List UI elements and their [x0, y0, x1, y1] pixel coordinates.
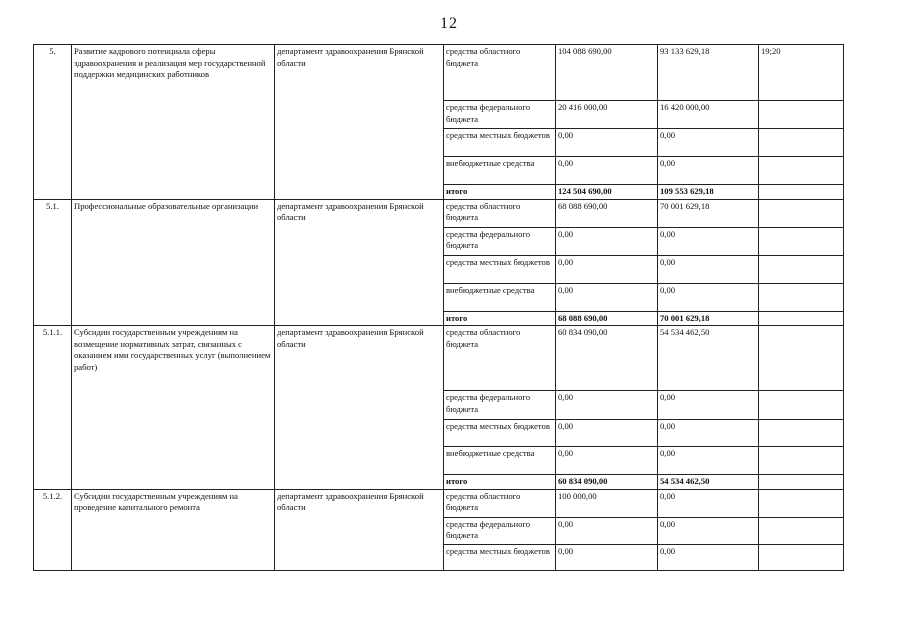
funding-value-3 — [759, 157, 844, 185]
section-number — [34, 283, 72, 311]
funding-value-1: 0,00 — [556, 129, 658, 157]
funding-value-3 — [759, 227, 844, 255]
funding-value-3 — [759, 129, 844, 157]
section-executor: департамент здравоохранения Брянской области — [275, 326, 444, 391]
section-title: Субсидии государственным учреждениям на возмещение нормативных затрат, связанных с оказанием ими государственных услуг (выполнением работ) — [72, 326, 275, 391]
funding-value-3 — [759, 420, 844, 447]
funding-value-2: 0,00 — [658, 544, 759, 570]
funding-value-2: 0,00 — [658, 129, 759, 157]
funding-value-1: 0,00 — [556, 157, 658, 185]
section-title: Развитие кадрового потенциала сферы здравоохранения и реализация мер государственной поддержки медицинских работников — [72, 45, 275, 101]
section-number: 5. — [34, 45, 72, 101]
funding-value-1: 20 416 000,00 — [556, 101, 658, 129]
funding-value-1: 104 088 690,00 — [556, 45, 658, 101]
funding-value-3 — [759, 517, 844, 544]
section-number — [34, 101, 72, 129]
section-number — [34, 420, 72, 447]
total-value-2: 70 001 629,18 — [658, 311, 759, 326]
funding-value-2: 0,00 — [658, 420, 759, 447]
table-row — [34, 157, 844, 185]
funding-source: внебюджетные средства — [444, 283, 556, 311]
funding-value-1: 0,00 — [556, 283, 658, 311]
funding-source: средства областного бюджета — [444, 45, 556, 101]
section-title — [72, 129, 275, 157]
section-number — [34, 311, 72, 326]
funding-value-3 — [759, 255, 844, 283]
section-title — [72, 185, 275, 200]
section-title — [72, 227, 275, 255]
funding-value-1: 60 834 090,00 — [556, 326, 658, 391]
funding-value-1: 0,00 — [556, 255, 658, 283]
funding-source: средства местных бюджетов — [444, 544, 556, 570]
section-executor — [275, 517, 444, 544]
section-executor: департамент здравоохранения Брянской области — [275, 489, 444, 517]
section-title — [72, 311, 275, 326]
budget-table — [33, 44, 844, 571]
funding-source: внебюджетные средства — [444, 447, 556, 475]
table-row — [34, 489, 844, 517]
funding-value-2: 70 001 629,18 — [658, 199, 759, 227]
section-executor — [275, 447, 444, 475]
funding-source: внебюджетные средства — [444, 157, 556, 185]
total-label: итого — [444, 475, 556, 490]
funding-source: средства местных бюджетов — [444, 129, 556, 157]
table-row — [34, 199, 844, 227]
funding-value-3 — [759, 391, 844, 420]
funding-value-3 — [759, 199, 844, 227]
section-number — [34, 185, 72, 200]
funding-value-2: 0,00 — [658, 489, 759, 517]
section-executor — [275, 475, 444, 490]
section-executor — [275, 544, 444, 570]
total-value-1: 60 834 090,00 — [556, 475, 658, 490]
section-executor — [275, 157, 444, 185]
funding-value-2: 54 534 462,50 — [658, 326, 759, 391]
funding-value-1: 100 000,00 — [556, 489, 658, 517]
section-title — [72, 517, 275, 544]
total-value-2: 109 553 629,18 — [658, 185, 759, 200]
funding-value-3 — [759, 489, 844, 517]
funding-value-3: 19;20 — [759, 45, 844, 101]
funding-value-3 — [759, 326, 844, 391]
total-value-1: 124 504 690,00 — [556, 185, 658, 200]
table-row — [34, 255, 844, 283]
section-number: 5.1.1. — [34, 326, 72, 391]
table-row — [34, 185, 844, 200]
section-number — [34, 544, 72, 570]
section-executor — [275, 129, 444, 157]
section-number — [34, 129, 72, 157]
funding-value-2: 0,00 — [658, 157, 759, 185]
funding-value-1: 0,00 — [556, 227, 658, 255]
funding-value-2: 0,00 — [658, 447, 759, 475]
table-row — [34, 311, 844, 326]
funding-value-1: 0,00 — [556, 544, 658, 570]
section-executor: департамент здравоохранения Брянской области — [275, 45, 444, 101]
funding-value-2: 16 420 000,00 — [658, 101, 759, 129]
table-row — [34, 391, 844, 420]
section-number — [34, 475, 72, 490]
section-number: 5.1. — [34, 199, 72, 227]
funding-source: средства областного бюджета — [444, 489, 556, 517]
table-row — [34, 326, 844, 391]
total-label: итого — [444, 185, 556, 200]
section-title: Субсидии государственным учреждениям на проведение капитального ремонта — [72, 489, 275, 517]
section-executor — [275, 311, 444, 326]
funding-source: средства местных бюджетов — [444, 255, 556, 283]
section-title — [72, 447, 275, 475]
section-title — [72, 101, 275, 129]
funding-source: средства областного бюджета — [444, 199, 556, 227]
funding-value-3 — [759, 544, 844, 570]
section-number — [34, 227, 72, 255]
section-title — [72, 255, 275, 283]
total-value-3 — [759, 475, 844, 490]
funding-value-1: 0,00 — [556, 420, 658, 447]
table-row — [34, 544, 844, 570]
table-row — [34, 475, 844, 490]
section-executor — [275, 420, 444, 447]
total-label: итого — [444, 311, 556, 326]
section-executor — [275, 101, 444, 129]
funding-value-2: 0,00 — [658, 283, 759, 311]
funding-source: средства федерального бюджета — [444, 517, 556, 544]
table-row — [34, 283, 844, 311]
section-number — [34, 157, 72, 185]
section-title — [72, 283, 275, 311]
total-value-3 — [759, 185, 844, 200]
funding-value-1: 0,00 — [556, 517, 658, 544]
section-title — [72, 157, 275, 185]
table-row — [34, 517, 844, 544]
section-title — [72, 475, 275, 490]
funding-value-3 — [759, 283, 844, 311]
funding-value-2: 0,00 — [658, 391, 759, 420]
table-row — [34, 447, 844, 475]
section-executor — [275, 185, 444, 200]
section-executor: департамент здравоохранения Брянской области — [275, 199, 444, 227]
funding-source: средства областного бюджета — [444, 326, 556, 391]
funding-source: средства федерального бюджета — [444, 391, 556, 420]
page-number: 12 — [440, 15, 458, 32]
section-executor — [275, 255, 444, 283]
section-executor — [275, 391, 444, 420]
total-value-3 — [759, 311, 844, 326]
table-row — [34, 45, 844, 101]
funding-source: средства местных бюджетов — [444, 420, 556, 447]
section-number — [34, 391, 72, 420]
total-value-1: 68 088 690,00 — [556, 311, 658, 326]
funding-value-3 — [759, 101, 844, 129]
funding-source: средства федерального бюджета — [444, 101, 556, 129]
funding-source: средства федерального бюджета — [444, 227, 556, 255]
funding-value-2: 93 133 629,18 — [658, 45, 759, 101]
section-number: 5.1.2. — [34, 489, 72, 517]
funding-value-1: 68 088 690,00 — [556, 199, 658, 227]
section-executor — [275, 283, 444, 311]
table-row — [34, 227, 844, 255]
section-number — [34, 447, 72, 475]
section-number — [34, 517, 72, 544]
section-title — [72, 420, 275, 447]
section-title: Профессиональные образовательные организации — [72, 199, 275, 227]
funding-value-2: 0,00 — [658, 255, 759, 283]
section-title — [72, 544, 275, 570]
table-row — [34, 420, 844, 447]
funding-value-1: 0,00 — [556, 391, 658, 420]
funding-value-2: 0,00 — [658, 227, 759, 255]
section-executor — [275, 227, 444, 255]
funding-value-2: 0,00 — [658, 517, 759, 544]
table-row — [34, 129, 844, 157]
section-title — [72, 391, 275, 420]
total-value-2: 54 534 462,50 — [658, 475, 759, 490]
funding-value-1: 0,00 — [556, 447, 658, 475]
table-row — [34, 101, 844, 129]
section-number — [34, 255, 72, 283]
funding-value-3 — [759, 447, 844, 475]
